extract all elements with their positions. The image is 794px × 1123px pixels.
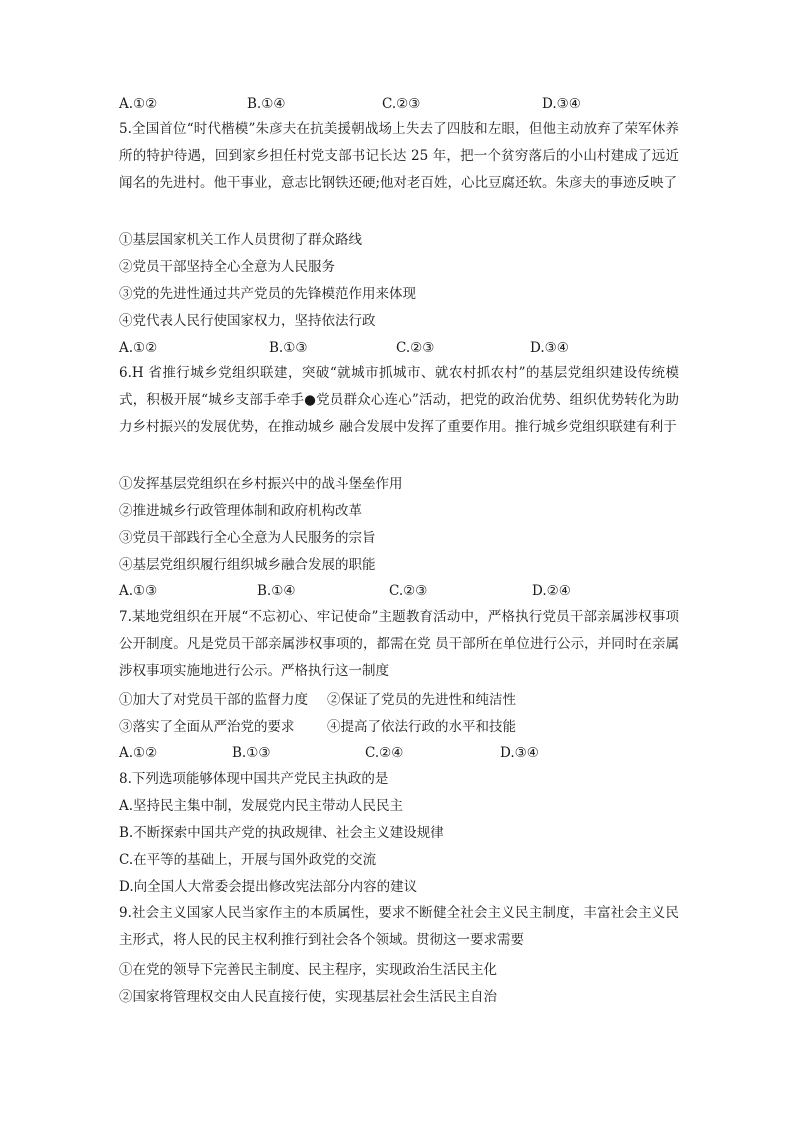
q5-item-1: ①基层国家机关工作人员贯彻了群众路线 xyxy=(119,232,362,248)
q9-stem: 9.社会主义国家人民当家作主的本质属性，要求不断健全社会主义民主制度，丰富社会主义民主形式，将人民的民主权利推行到社会各个领域。贯彻这一要求需要 xyxy=(119,905,679,948)
q7-item-4: ④提高了依法行政的水平和技能 xyxy=(327,719,516,735)
q6-stem: 6.H 省推行城乡党组织联建，突破“就城市抓城市、就农村抓农村”的基层党组织建设传统模式，积极开展“城乡支部手牵手●党员群众心连心”活动，把党的政治优势、组织优势转化为助力乡村振兴的发展优势，在推动城乡 融合发展中发挥了重要作用。推行城乡党组织联建有利于 xyxy=(119,365,679,435)
q4-option-c: C.②③ xyxy=(382,96,421,112)
q8-choice-b: B.不断探索中国共产党的执政规律、社会主义建设规律 xyxy=(119,825,444,841)
q4-option-a: A.①② xyxy=(119,96,158,112)
q6-option-d: D.②④ xyxy=(532,583,571,599)
q8-choice-a: A.坚持民主集中制，发展党内民主带动人民民主 xyxy=(119,798,404,814)
q7-stem: 7.某地党组织在开展“不忘初心、牢记使命”主题教育活动中，严格执行党员干部亲属涉权事项公开制度。凡是党员干部亲属涉权事项的，都需在党 员干部所在单位进行公示，并同时在亲属涉权事项实施地进行公示。严格执行这一制度 xyxy=(119,609,679,679)
q5-item-3: ③党的先进性通过共产党员的先锋模范作用来体现 xyxy=(119,286,416,302)
q7-option-b: B.①③ xyxy=(232,745,271,761)
q5-option-c: C.②③ xyxy=(396,340,435,356)
q5-option-a: A.①② xyxy=(119,340,158,356)
q9-item-1: ①在党的领导下完善民主制度、民主程序，实现政治生活民主化 xyxy=(119,962,497,978)
q8-stem: 8.下列选项能够体现中国共产党民主执政的是 xyxy=(119,771,389,787)
q9-item-2: ②国家将管理权交由人民直接行使，实现基层社会生活民主自治 xyxy=(119,989,497,1005)
q6-item-4: ④基层党组织履行组织城乡融合发展的职能 xyxy=(119,557,376,573)
q7-option-c: C.②④ xyxy=(365,745,404,761)
q6-option-c: C.②③ xyxy=(389,583,428,599)
q5-option-d: D.③④ xyxy=(530,340,569,356)
q7-item-2: ②保证了党员的先进性和纯洁性 xyxy=(327,692,516,708)
q8-choice-c: C.在平等的基础上，开展与国外政党的交流 xyxy=(119,852,377,868)
q7-option-a: A.①② xyxy=(119,745,158,761)
q6-item-2: ②推进城乡行政管理体制和政府机构改革 xyxy=(119,503,362,519)
q5-item-2: ②党员干部坚持全心全意为人民服务 xyxy=(119,259,335,275)
q6-item-3: ③党员干部践行全心全意为人民服务的宗旨 xyxy=(119,530,376,546)
q4-option-b: B.①④ xyxy=(247,96,286,112)
q8-choice-d: D.向全国人大常委会提出修改宪法部分内容的建议 xyxy=(119,879,418,895)
q7-item-3: ③落实了全面从严治党的要求 xyxy=(119,719,295,735)
q5-option-b: B.①③ xyxy=(269,340,308,356)
q5-item-4: ④党代表人民行使国家权力，坚持依法行政 xyxy=(119,313,376,329)
q7-item-1: ①加大了对党员干部的监督力度 xyxy=(119,692,308,708)
q7-option-d: D.③④ xyxy=(500,745,539,761)
q4-option-d: D.③④ xyxy=(542,96,581,112)
q5-stem: 5.全国首位“时代楷模”朱彦夫在抗美援朝战场上失去了四肢和左眼，但他主动放弃了荣军休养所的特护待遇，回到家乡担任村党支部书记长达 25 年，把一个贫穷落后的小山村建成了远近闻名的先进村。他干事业，意志比钢铁还硬;他对老百姓，心比豆腐还软。朱彦夫的事迹反映了 xyxy=(119,121,679,191)
q6-option-b: B.①④ xyxy=(257,583,296,599)
q6-item-1: ①发挥基层党组织在乡村振兴中的战斗堡垒作用 xyxy=(119,476,403,492)
q6-option-a: A.①③ xyxy=(119,583,158,599)
